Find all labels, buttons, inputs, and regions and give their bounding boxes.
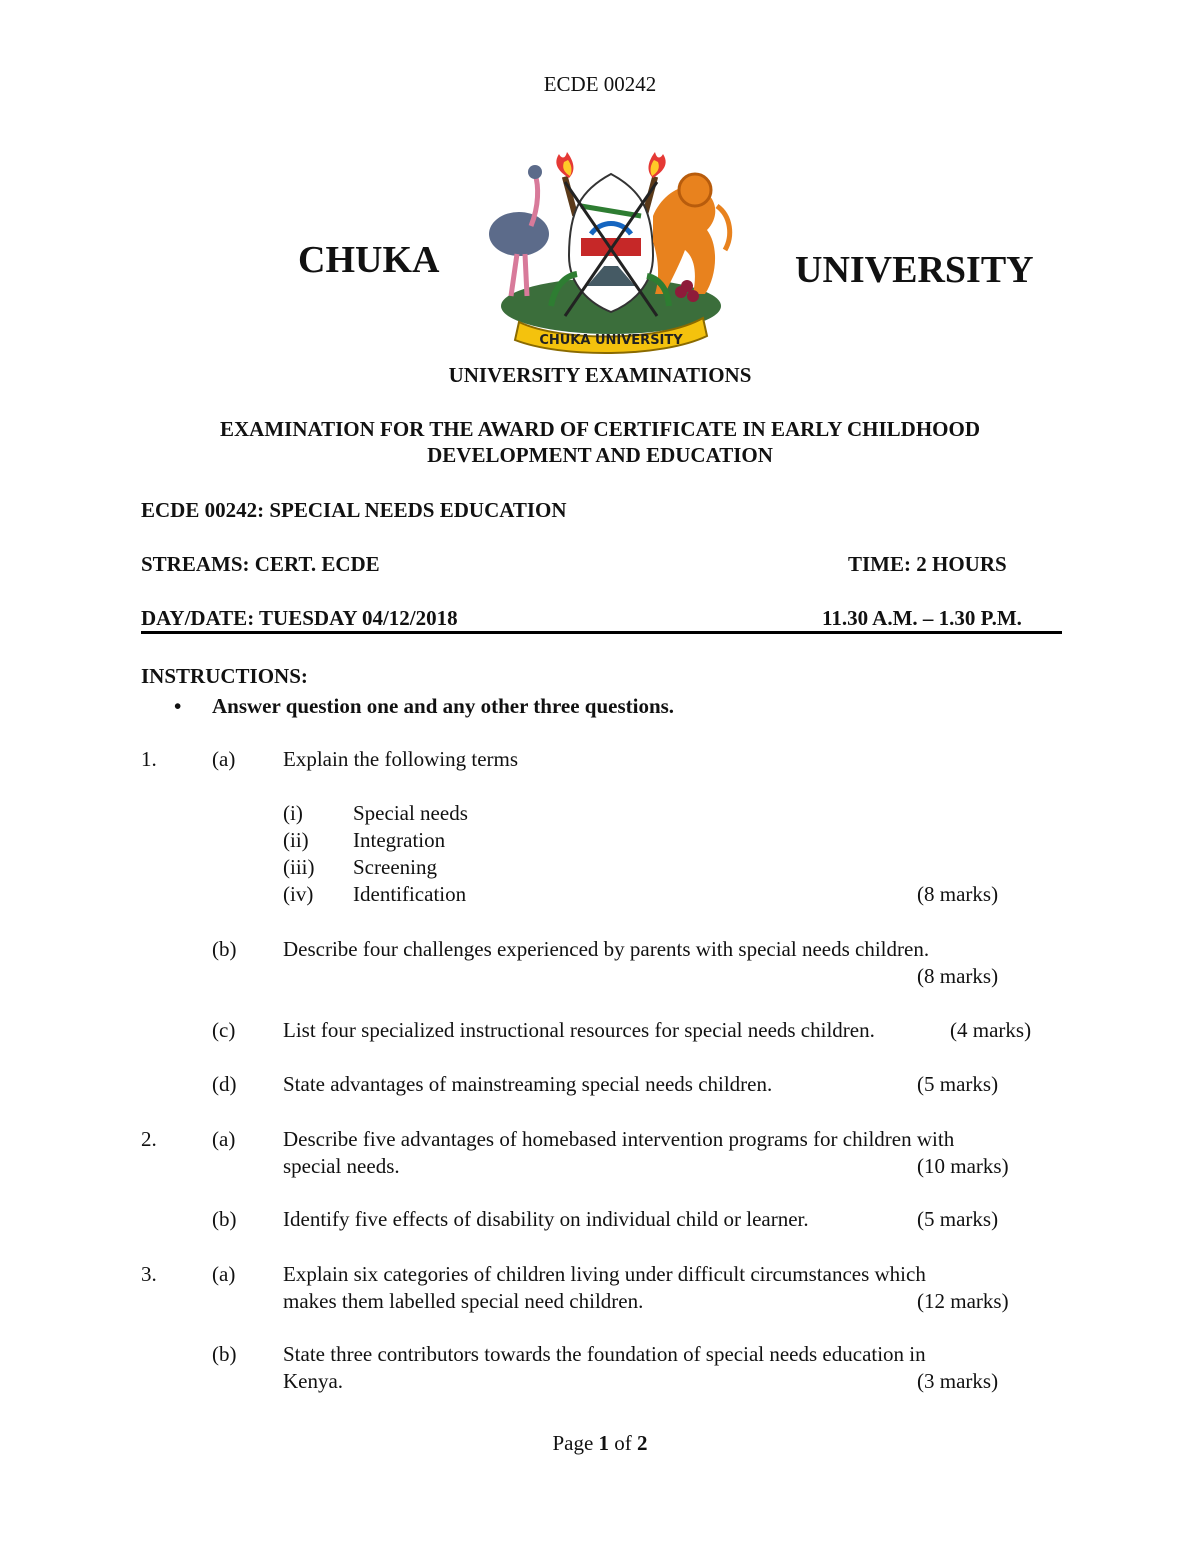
marks: (8 marks) [917,964,999,988]
question-part-label: (b) [212,937,237,961]
question-part-label: (d) [212,1072,237,1096]
question-part-text: Explain the following terms [283,747,519,771]
term-roman: (iv) [283,882,314,906]
header-code: ECDE 00242 [543,72,657,96]
question-number: 1. [141,747,157,771]
question-part-text: State advantages of mainstreaming special needs children. [283,1072,773,1096]
term-text: Integration [353,828,446,852]
question-part-text: Describe five advantages of homebased intervention programs for children with [283,1127,955,1151]
question-part-label: (c) [212,1018,236,1042]
university-crest-logo [481,146,741,356]
page-total: 2 [637,1431,648,1455]
crest-banner-text: CHUKA UNIVERSITY [539,333,683,348]
marks: (3 marks) [917,1369,999,1393]
question-part-text: Identify five effects of disability on individual child or learner. [283,1207,809,1231]
award-line-2: DEVELOPMENT AND EDUCATION [427,443,773,467]
of-word: of [614,1431,632,1455]
streams: STREAMS: CERT. ECDE [141,552,380,576]
question-part-label: (a) [212,747,236,771]
question-part-text: Kenya. [283,1369,344,1393]
question-part-text: State three contributors towards the foundation of special needs education in [283,1342,926,1366]
question-part-label: (b) [212,1342,237,1366]
marks: (10 marks) [917,1154,1009,1178]
question-part-label: (a) [212,1262,236,1286]
marks: (4 marks) [950,1018,1032,1042]
exam-heading: UNIVERSITY EXAMINATIONS [448,363,752,387]
marks: (12 marks) [917,1289,1009,1313]
question-part-text: special needs. [283,1154,400,1178]
header-divider [141,631,1062,634]
question-number: 3. [141,1262,157,1286]
university-name-left: CHUKA [298,239,440,281]
question-number: 2. [141,1127,157,1151]
question-part-text: Describe four challenges experienced by parents with special needs children. [283,937,930,961]
question-part-text: List four specialized instructional resources for special needs children. [283,1018,875,1042]
page-word: Page [552,1431,594,1455]
instruction-item: Answer question one and any other three questions. [212,694,675,718]
exam-duration: TIME: 2 HOURS [848,552,1007,576]
term-text: Screening [353,855,437,879]
marks: (5 marks) [917,1207,999,1231]
instruction-bullet-icon: • [174,694,182,718]
exam-time-range: 11.30 A.M. – 1.30 P.M. [822,606,1022,630]
question-part-text: makes them labelled special need children. [283,1289,644,1313]
term-text: Special needs [353,801,468,825]
question-part-label: (b) [212,1207,237,1231]
page-footer [0,1431,1200,1456]
award-line-1: EXAMINATION FOR THE AWARD OF CERTIFICATE IN EARLY CHILDHOOD [219,417,981,441]
question-part-label: (a) [212,1127,236,1151]
term-roman: (iii) [283,855,315,879]
page-number: 1 [598,1431,610,1455]
marks: (8 marks) [917,882,999,906]
question-part-text: Explain six categories of children living under difficult circumstances which [283,1262,926,1286]
marks: (5 marks) [917,1072,999,1096]
course-title: ECDE 00242: SPECIAL NEEDS EDUCATION [141,498,567,522]
university-name-right: UNIVERSITY [795,249,1034,291]
term-roman: (ii) [283,828,309,852]
term-roman: (i) [283,801,303,825]
instructions-title: INSTRUCTIONS: [141,664,308,688]
term-text: Identification [353,882,467,906]
exam-day-date: DAY/DATE: TUESDAY 04/12/2018 [141,606,458,630]
